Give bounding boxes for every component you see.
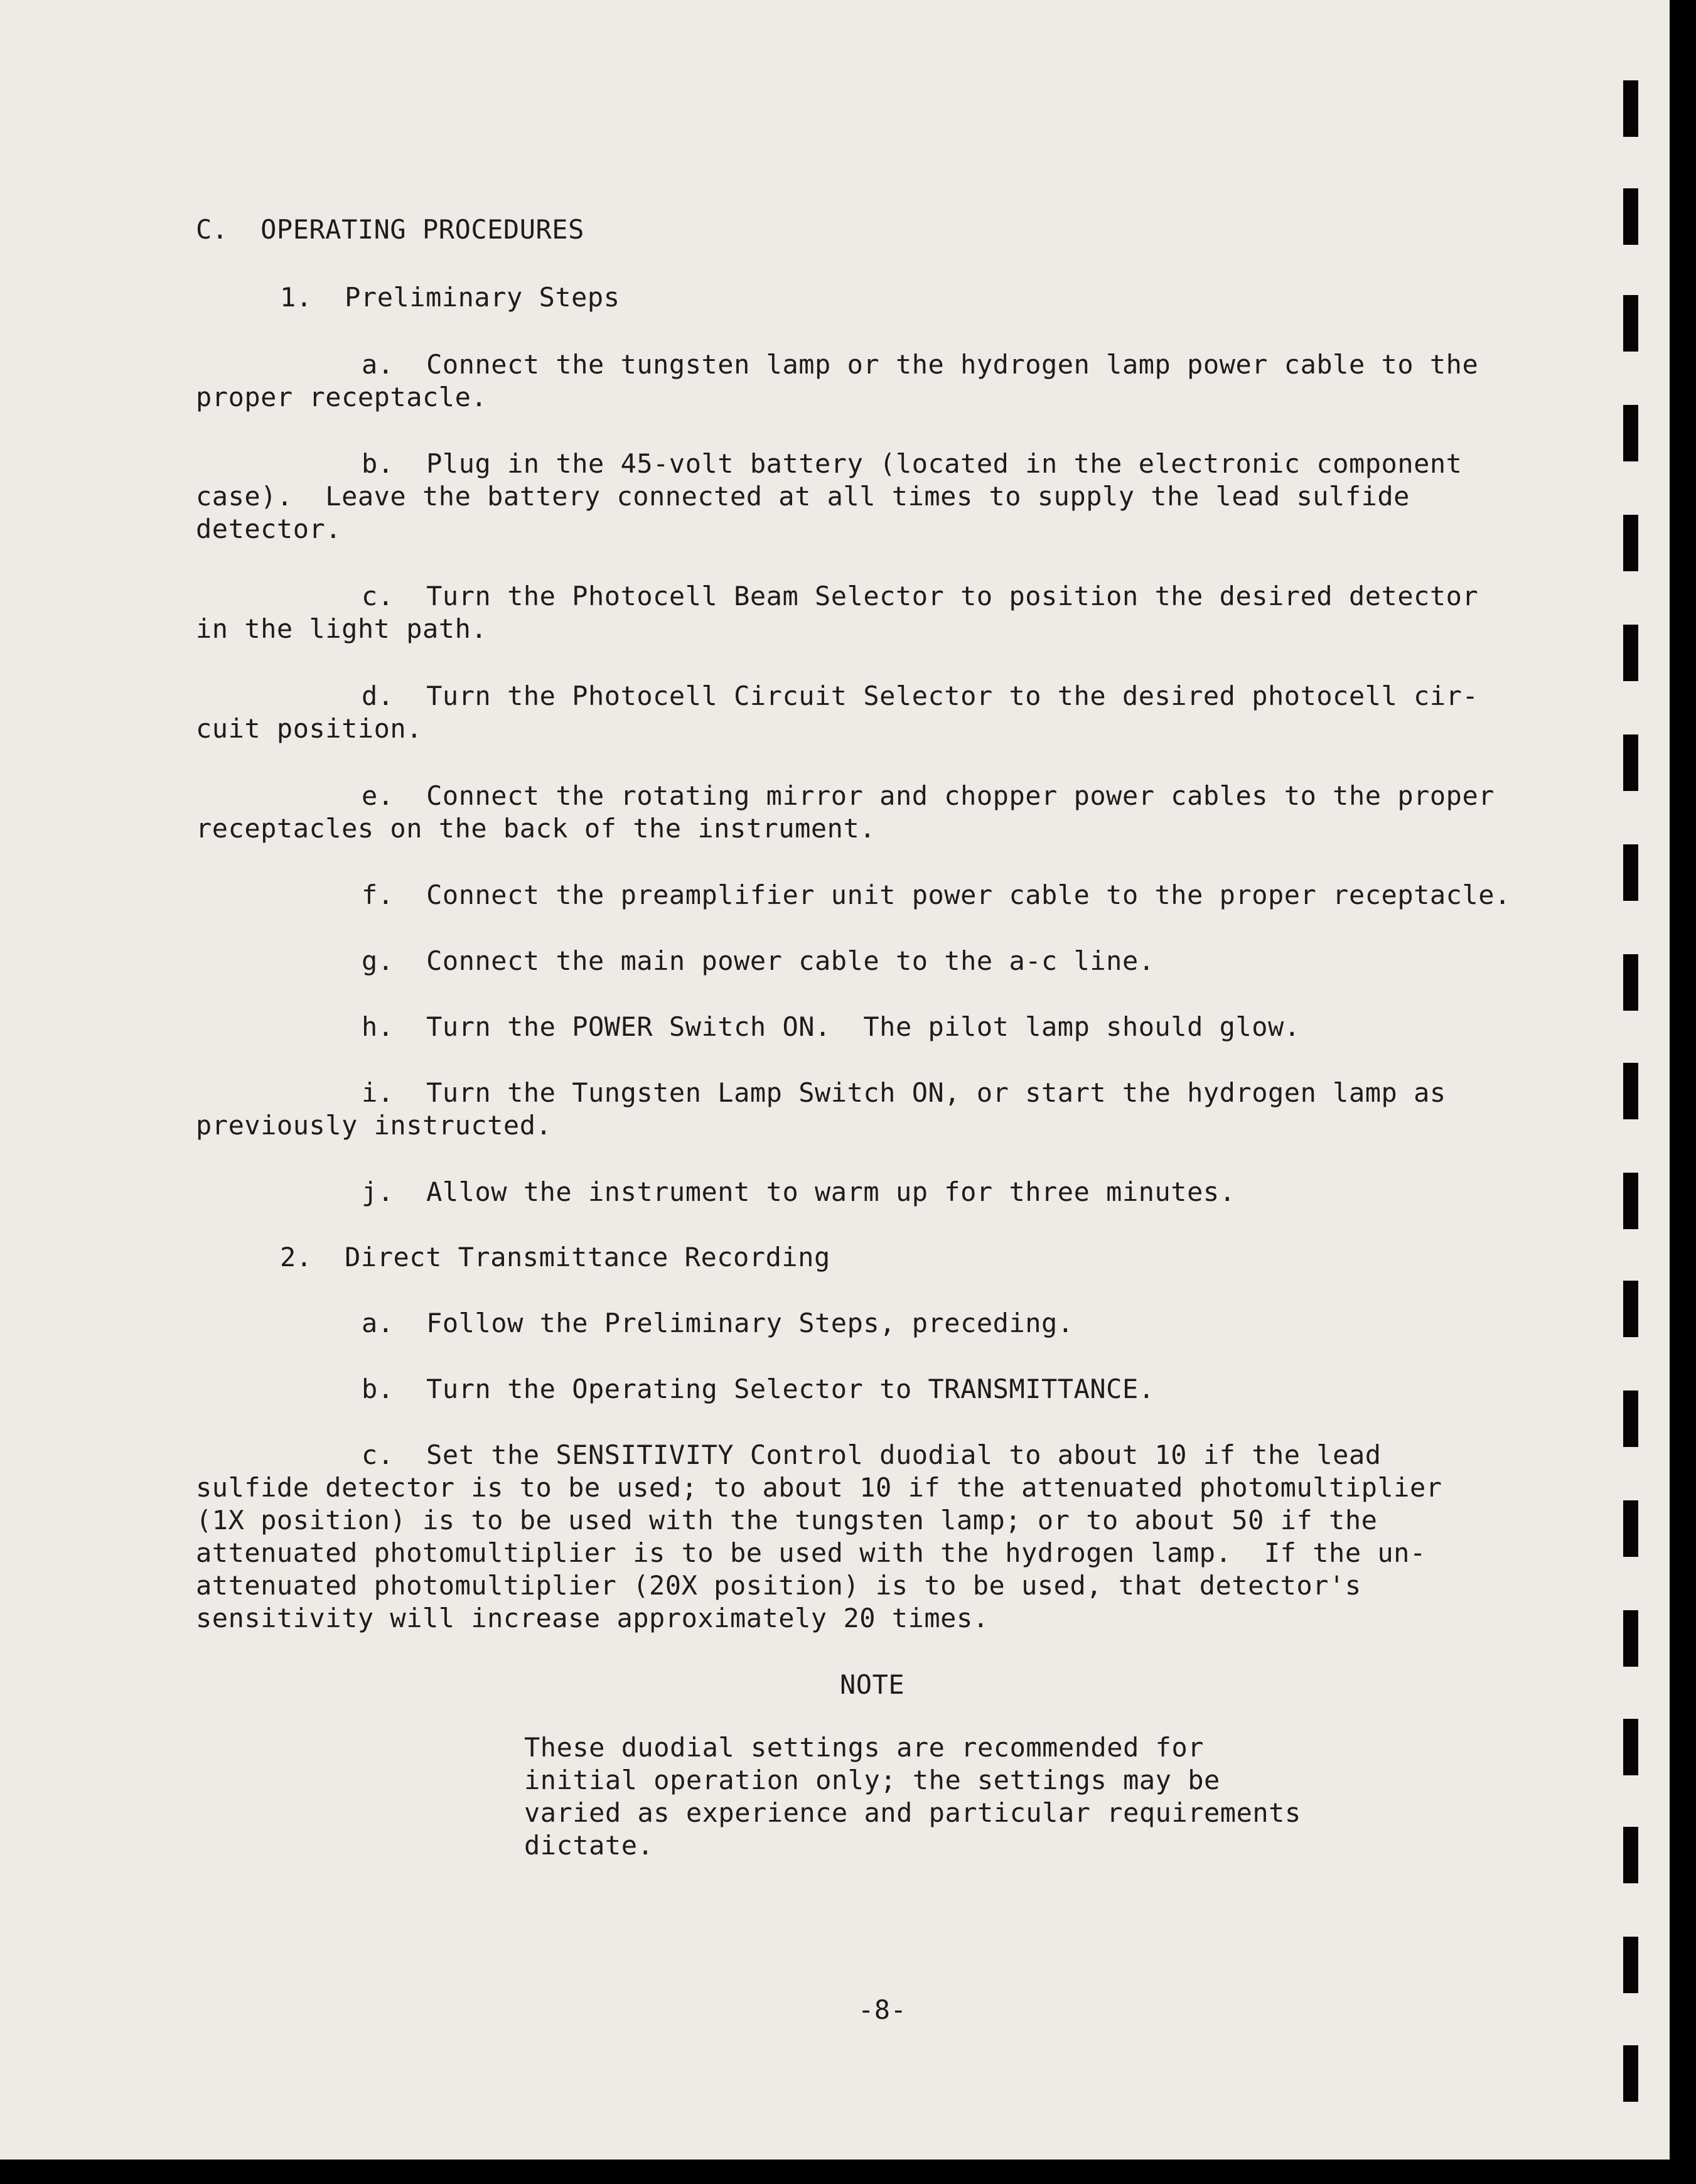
step-line: c. Turn the Photocell Beam Selector to position the desired detector [362, 581, 1479, 611]
binding-hole [1623, 1173, 1638, 1229]
step-line: d. Turn the Photocell Circuit Selector to the desired photocell cir- [362, 680, 1479, 711]
step-line: g. Connect the main power cable to the a-c line. [362, 945, 1155, 976]
step-line: attenuated photomultiplier (20X position) is to be used, that detector's [196, 1570, 1361, 1601]
step-line: f. Connect the preamplifier unit power cable to the proper receptacle. [362, 880, 1511, 910]
binding-hole [1623, 844, 1638, 901]
step-line: i. Turn the Tungsten Lamp Switch ON, or start the hydrogen lamp as [362, 1077, 1446, 1108]
binding-hole [1623, 954, 1638, 1011]
note-title: NOTE [840, 1669, 905, 1700]
step-line: j. Allow the instrument to warm up for three minutes. [362, 1176, 1236, 1207]
binding-hole [1623, 1937, 1638, 1993]
binding-hole [1623, 1391, 1638, 1447]
binding-hole [1623, 295, 1638, 352]
binding-hole [1623, 515, 1638, 571]
binding-hole [1623, 1063, 1638, 1119]
binding-hole [1623, 188, 1638, 245]
note-line: dictate. [524, 1830, 654, 1861]
step-line: proper receptacle. [196, 382, 488, 412]
binding-hole [1623, 1500, 1638, 1557]
step-line: c. Set the SENSITIVITY Control duodial to about 10 if the lead [362, 1439, 1382, 1470]
page-number: -8- [858, 1994, 907, 2025]
step-line: in the light path. [196, 613, 488, 644]
step-line: attenuated photomultiplier is to be used with the hydrogen lamp. If the un- [196, 1537, 1426, 1568]
step-line: b. Turn the Operating Selector to TRANSMITTANCE. [362, 1374, 1155, 1404]
step-line: a. Follow the Preliminary Steps, preceding. [362, 1308, 1074, 1338]
subsection-heading: 2. Direct Transmittance Recording [280, 1242, 830, 1272]
step-line: previously instructed. [196, 1110, 552, 1141]
step-line: a. Connect the tungsten lamp or the hydrogen lamp power cable to the [362, 349, 1479, 380]
step-line: detector. [196, 514, 342, 544]
step-line: e. Connect the rotating mirror and chopper power cables to the proper [362, 780, 1495, 811]
step-line: (1X position) is to be used with the tungsten lamp; or to about 50 if the [196, 1505, 1378, 1536]
note-line: These duodial settings are recommended for [524, 1732, 1205, 1763]
binding-hole [1623, 2045, 1638, 2102]
binding-hole [1623, 80, 1638, 137]
step-line: sensitivity will increase approximately 20 times. [196, 1603, 989, 1633]
binding-hole [1623, 1827, 1638, 1883]
section-heading: C. OPERATING PROCEDURES [196, 214, 584, 245]
note-line: initial operation only; the settings may be [524, 1765, 1220, 1795]
binding-hole [1623, 734, 1638, 791]
binding-hole [1623, 1281, 1638, 1337]
step-line: cuit position. [196, 713, 423, 744]
note-line: varied as experience and particular requirements [524, 1797, 1301, 1828]
step-line: case). Leave the battery connected at all times to supply the lead sulfide [196, 481, 1410, 512]
subsection-heading: 1. Preliminary Steps [280, 282, 620, 313]
binding-hole [1623, 405, 1638, 461]
step-line: b. Plug in the 45-volt battery (located in the electronic component [362, 448, 1463, 479]
binding-hole [1623, 1719, 1638, 1775]
step-line: h. Turn the POWER Switch ON. The pilot lamp should glow. [362, 1011, 1301, 1042]
step-line: sulfide detector is to be used; to about 10 if the attenuated photomultiplier [196, 1472, 1442, 1503]
binding-hole [1623, 625, 1638, 681]
step-line: receptacles on the back of the instrument. [196, 813, 876, 844]
binding-hole [1623, 1610, 1638, 1667]
